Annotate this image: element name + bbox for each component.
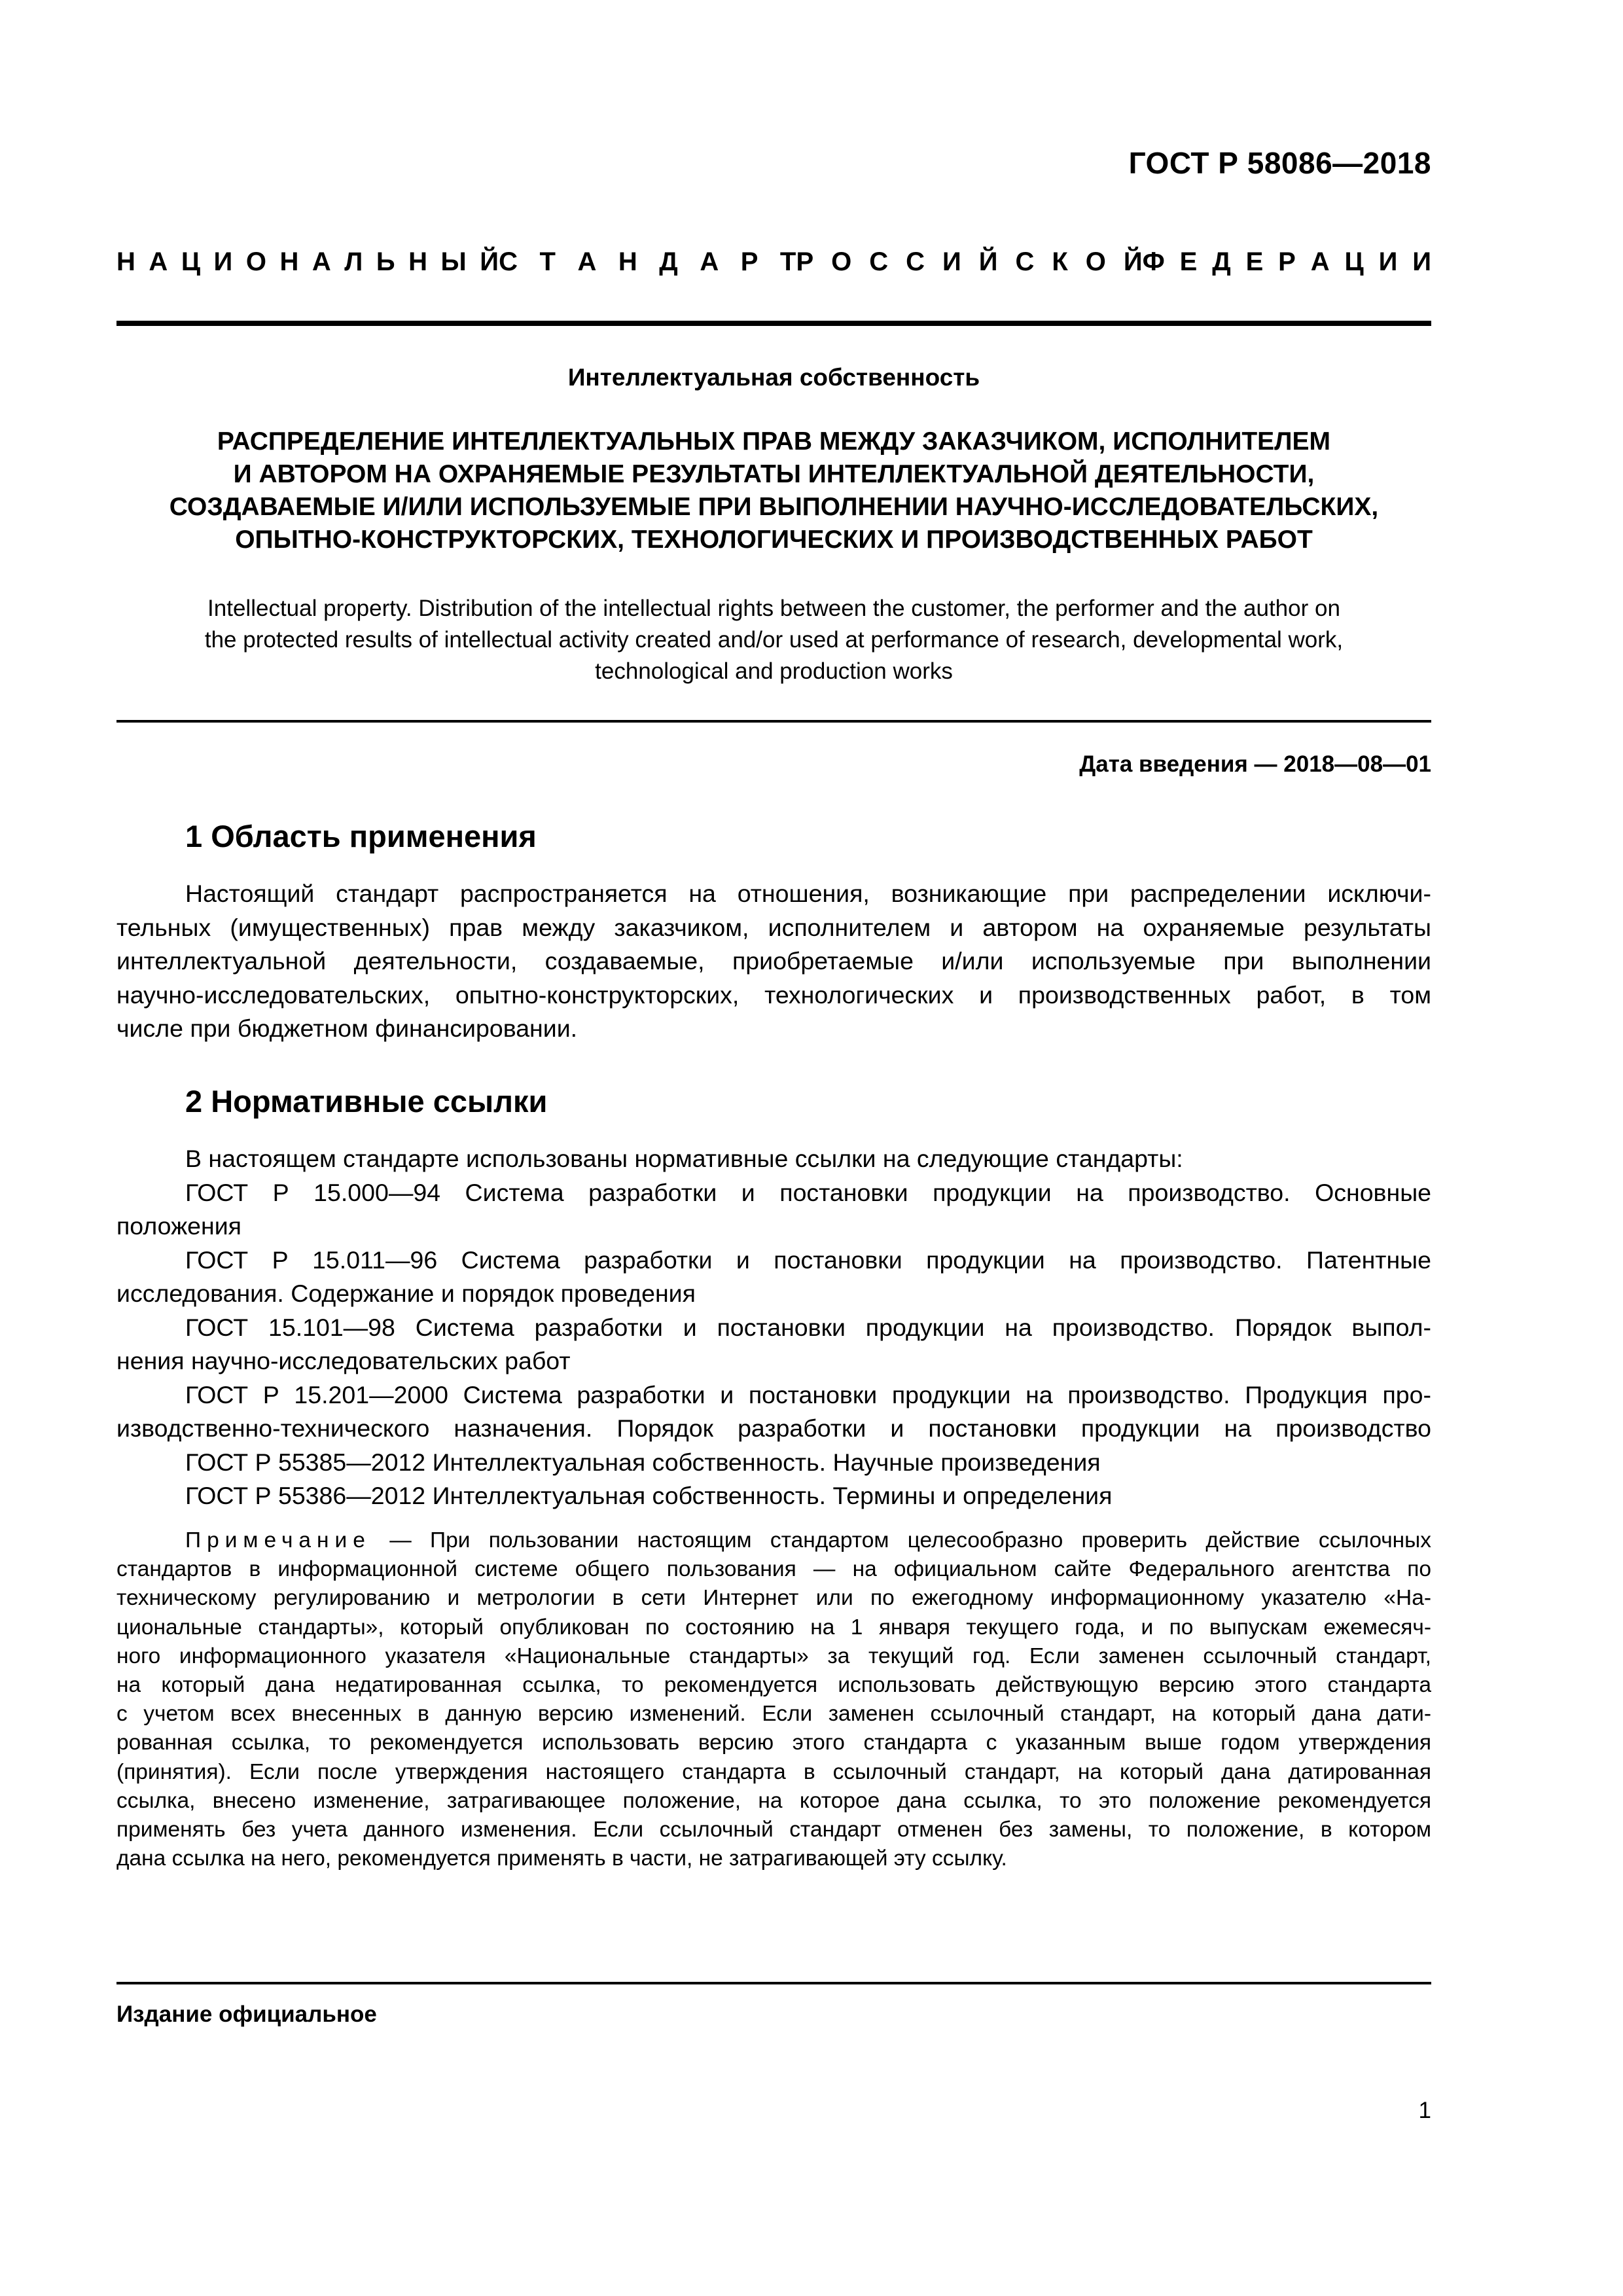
reference-line: исследования. Содержание и порядок проведения [116, 1280, 696, 1307]
banner-letter: Н [279, 247, 299, 276]
reference-line: изводственно-технического назначения. Порядок разработки и постановки продукции на производство [116, 1414, 1431, 1442]
note-line: циональные стандарты», который опубликован по состоянию на 1 января текущего года, и по выпускам ежемесяч- [116, 1615, 1431, 1640]
reference-line: ГОСТ Р 15.201—2000 Система разработки и постановки продукции на производство. Продукция про- [185, 1380, 1431, 1408]
banner-letter: Д [1212, 247, 1231, 276]
note-line: рованная ссылка, то рекомендуется использовать версию этого стандарта с указанным выше годом утверждения [116, 1731, 1431, 1755]
banner-letter: С [869, 247, 889, 276]
banner-letter: С [906, 247, 925, 276]
banner-letter: Ц [181, 247, 201, 276]
paragraph-line: числе при бюджетном финансировании. [116, 1014, 578, 1042]
note-line: дана ссылка на него, рекомендуется применять в части, не затрагивающей эту ссылку. [116, 1846, 1007, 1871]
section-heading-scope: 1 Область применения [185, 819, 537, 853]
banner-letter: И [942, 247, 961, 276]
note-block [116, 1526, 1431, 1873]
banner-letter: И [213, 247, 233, 276]
note-label: Примечание [185, 1528, 371, 1552]
subject-heading: Интеллектуальная собственность [567, 364, 980, 391]
banner-letter: Й [978, 247, 998, 276]
banner-letter: С [1015, 247, 1035, 276]
banner-letter: Н [408, 247, 428, 276]
note-line: техническому регулированию и метрологии в сети Интернет или по ежегодному информационному указателю «На- [116, 1586, 1431, 1611]
banner-letter: Ф [1142, 247, 1165, 276]
note-first-line [116, 1526, 1431, 1555]
banner-letter: Р [1278, 247, 1296, 276]
banner-letter: Й [1123, 247, 1143, 276]
banner-letter: И [1378, 247, 1398, 276]
section-body-scope [116, 877, 1431, 1046]
paragraph-line: тельных (имущественных) прав между заказчиком, исполнителем и автором на охраняемые результаты [116, 913, 1431, 941]
banner-word [796, 247, 1142, 277]
note-line: с учетом всех внесенных в данную версию изменений. Если заменен ссылочный стандарт, на который дана дати- [116, 1702, 1431, 1727]
banner-letter: А [149, 247, 168, 276]
banner-letter: А [700, 247, 719, 276]
note-first-line-text: — При пользовании настоящим стандартом целесообразно проверить действие ссылочных [370, 1528, 1431, 1552]
banner-letter: С [499, 247, 518, 276]
page-number: 1 [1418, 2098, 1431, 2123]
note-line: стандартов в информационной системе общего пользования — на официальном сайте Федерального агентства по [116, 1557, 1431, 1582]
banner-letter: И [1412, 247, 1431, 276]
banner-letter: А [1310, 247, 1330, 276]
reference-line: ГОСТ Р 55385—2012 Интеллектуальная собственность. Научные произведения [185, 1448, 1101, 1476]
main-title-line: И АВТОРОМ НА ОХРАНЯЕМЫЕ РЕЗУЛЬТАТЫ ИНТЕЛЛЕКТУАЛЬНОЙ ДЕЯТЕЛЬНОСТИ, [233, 460, 1315, 488]
english-title [116, 593, 1431, 687]
footer-divider [116, 1982, 1431, 1984]
main-title-line: ОПЫТНО-КОНСТРУКТОРСКИХ, ТЕХНОЛОГИЧЕСКИХ И ПРОИЗВОДСТВЕННЫХ РАБОТ [235, 526, 1313, 554]
banner-letter: А [577, 247, 597, 276]
english-title-line: technological and production works [595, 658, 953, 684]
note-line: ссылка, внесено изменение, затрагивающее положение, на которое дана ссылка, то это положение рекомендуется [116, 1788, 1431, 1813]
banner-letter: Д [659, 247, 678, 276]
banner-letter: Ь [376, 247, 395, 276]
banner-letter: К [1052, 247, 1068, 276]
english-title-line: Intellectual property. Distribution of the intellectual rights between the customer, the performer and the author on [207, 596, 1340, 621]
document-number: ГОСТ Р 58086—2018 [1128, 146, 1431, 180]
banner-letter: Н [618, 247, 637, 276]
english-title-line: the protected results of intellectual activity created and/or used at performance of research, developmental work, [204, 627, 1344, 653]
note-line: на который дана недатированная ссылка, то рекомендуется использовать действующую версию этого стандарта [116, 1673, 1431, 1698]
paragraph-line: Настоящий стандарт распространяется на отношения, возникающие при распределении исключи- [185, 880, 1431, 907]
banner-letter: Р [796, 247, 814, 276]
note-line: применять без учета данного изменения. Если ссылочный стандарт отменен без замены, то положение, в котором [116, 1818, 1431, 1842]
header-divider [116, 321, 1431, 326]
reference-line: нения научно-исследовательских работ [116, 1347, 571, 1374]
reference-line: положения [116, 1212, 241, 1240]
paragraph-line: научно-исследовательских, опытно-конструкторских, технологических и производственных работ, в том [116, 980, 1431, 1009]
official-edition-label: Издание официальное [116, 2001, 377, 2027]
note-line: ного информационного указателя «Национальные стандарты» за текущий год. Если заменен ссылочный стандарт, [116, 1643, 1431, 1668]
main-title [116, 425, 1431, 556]
reference-line: ГОСТ 15.101—98 Система разработки и постановки продукции на производство. Порядок выпол- [185, 1313, 1431, 1341]
national-standard-banner [116, 247, 1431, 277]
title-divider [116, 720, 1431, 723]
note-line: (принятия). Если после утверждения настоящего стандарта в ссылочный стандарт, на который дана датированная [116, 1759, 1431, 1784]
section-body-references [116, 1142, 1431, 1513]
banner-letter: Л [344, 247, 363, 276]
reference-line: ГОСТ Р 55386—2012 Интеллектуальная собственность. Термины и определения [185, 1482, 1113, 1509]
banner-letter: Ы [440, 247, 467, 276]
banner-word [116, 247, 499, 277]
banner-letter: Т [779, 247, 796, 276]
reference-line: ГОСТ Р 15.011—96 Система разработки и постановки продукции на производство. Патентные [185, 1246, 1431, 1274]
banner-letter: Е [1179, 247, 1198, 276]
banner-letter: О [245, 247, 266, 276]
banner-letter: Й [480, 247, 499, 276]
banner-letter: О [1085, 247, 1106, 276]
paragraph-line: интеллектуальной деятельности, создаваемые, приобретаемые и/или используемые при выполнении [116, 947, 1431, 975]
section-heading-references: 2 Нормативные ссылки [185, 1084, 548, 1119]
banner-word [1143, 247, 1431, 277]
reference-line: ГОСТ Р 15.000—94 Система разработки и постановки продукции на производство. Основные [185, 1178, 1431, 1206]
paragraph-line: В настоящем стандарте использованы нормативные ссылки на следующие стандарты: [185, 1145, 1183, 1172]
introduction-date: Дата введения — 2018—08—01 [1079, 751, 1431, 777]
banner-word [499, 247, 796, 277]
banner-letter: А [312, 247, 331, 276]
banner-letter: О [831, 247, 852, 276]
main-title-line: РАСПРЕДЕЛЕНИЕ ИНТЕЛЛЕКТУАЛЬНЫХ ПРАВ МЕЖДУ ЗАКАЗЧИКОМ, ИСПОЛНИТЕЛЕМ [217, 427, 1331, 456]
banner-letter: Т [539, 247, 556, 276]
banner-letter: Н [116, 247, 135, 276]
banner-letter: Р [740, 247, 758, 276]
main-title-line: СОЗДАВАЕМЫЕ И/ИЛИ ИСПОЛЬЗУЕМЫЕ ПРИ ВЫПОЛНЕНИИ НАУЧНО-ИССЛЕДОВАТЕЛЬСКИХ, [169, 493, 1379, 521]
banner-letter: Ц [1344, 247, 1364, 276]
banner-letter: Е [1245, 247, 1264, 276]
